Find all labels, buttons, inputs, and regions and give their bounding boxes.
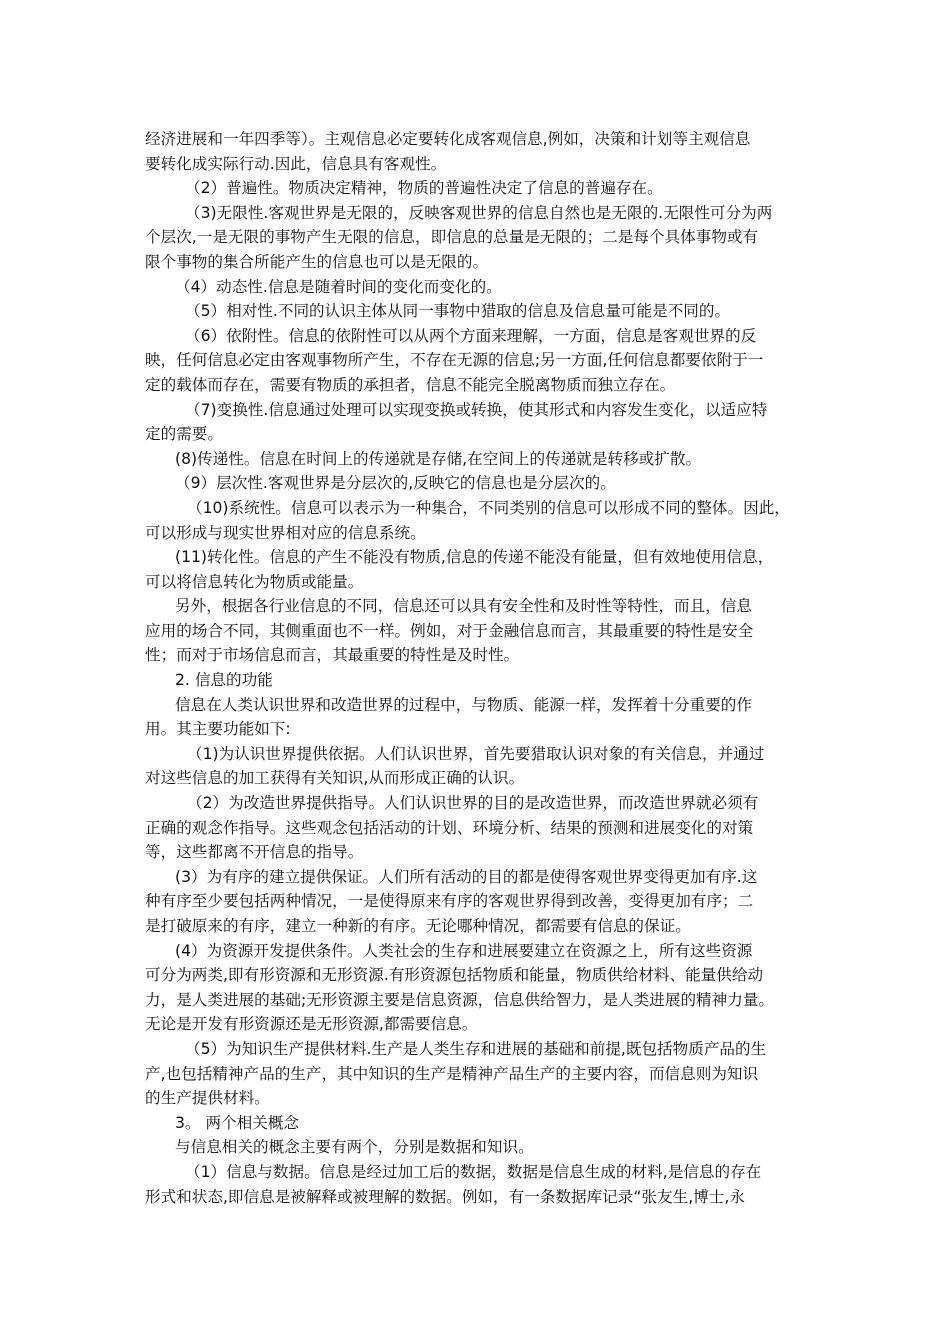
text-line: 个层次,一是无限的事物产生无限的信息，即信息的总量是无限的；二是每个具体事物或有 — [145, 228, 759, 247]
paragraph — [145, 865, 820, 939]
paragraph — [145, 324, 820, 398]
text-line: 应用的场合不同，其侧重面也不一样。例如，对于金融信息而言，其最重要的特性是安全 — [145, 621, 754, 640]
text-line: 用。其主要功能如下: — [145, 720, 291, 739]
text-line: 定的载体而存在，需要有物质的承担者，信息不能完全脱离物质而独立存在。 — [145, 375, 676, 394]
paragraph — [145, 127, 820, 176]
text-line: 力，是人类进展的基础;无形资源主要是信息资源，信息供给智力，是人类进展的精神力量。 — [145, 990, 775, 1009]
text-line: （2）为改造世界提供指导。人们认识世界的目的是改造世界，而改造世界就必须有 — [187, 794, 759, 813]
paragraph — [145, 1111, 820, 1136]
text-line: (3）为有序的建立提供保证。人们所有活动的目的都是使得客观世界变得更加有序.这 — [175, 867, 758, 886]
text-line: 可分为两类,即有形资源和无形资源.有形资源包括物质和能量，物质供给材料、能量供给动 — [145, 966, 764, 985]
text-line: 正确的观念作指导。这些观念包括活动的计划、环境分析、结果的预测和进展变化的对策 — [145, 818, 754, 837]
text-line: 可以将信息转化为物质或能量。 — [145, 572, 364, 591]
paragraph — [145, 471, 820, 496]
text-line: (8)传递性。信息在时间上的传递就是存储,在空间上的传递就是转移或扩散。 — [175, 449, 702, 468]
text-line: （4）动态性.信息是随着时间的变化而变化的。 — [175, 277, 502, 296]
text-line: 2. 信息的功能 — [175, 671, 273, 690]
text-line: （7)变换性.信息通过处理可以实现变换或转换，使其形式和内容发生变化，以适应特 — [185, 400, 768, 419]
text-line: 要转化成实际行动.因此，信息具有客观性。 — [145, 154, 447, 173]
paragraph — [145, 791, 820, 865]
paragraph — [145, 496, 820, 545]
paragraph — [145, 275, 820, 300]
paragraph — [145, 693, 820, 742]
text-line: 的生产提供材料。 — [145, 1089, 270, 1108]
text-line: （3)无限性.客观世界是无限的，反映客观世界的信息自然也是无限的.无限性可分为两 — [185, 203, 773, 222]
paragraph — [145, 201, 820, 275]
text-line: （5）为知识生产提供材料.生产是人类生存和进展的基础和前提,既包括物质产品的生 — [185, 1039, 767, 1058]
paragraph — [145, 1160, 820, 1209]
text-line: 映，任何信息必定由客观事物所产生，不存在无源的信息;另一方面,任何信息都要依附于一 — [145, 351, 764, 370]
text-line: 等，这些都离不开信息的指导。 — [145, 843, 364, 862]
text-line: 定的需要。 — [145, 425, 223, 444]
text-line: 种有序至少要包括两种情况，一是使得原来有序的客观世界得到改善，变得更加有序；二 — [145, 892, 754, 911]
text-line: 限个事物的集合所能产生的信息也可以是无限的。 — [145, 252, 489, 271]
text-line: 与信息相关的概念主要有两个，分别是数据和知识。 — [175, 1138, 534, 1157]
text-line: 形式和状态,即信息是被解释或被理解的数据。例如，有一条数据库记录“张友生,博士,永 — [145, 1187, 745, 1206]
text-line: （9）层次性.客观世界是分层次的,反映它的信息也是分层次的。 — [175, 474, 616, 493]
paragraph — [145, 176, 820, 201]
text-line: (11)转化性。信息的产生不能没有物质,信息的传递不能没有能量，但有效地使用信息， — [175, 548, 774, 567]
paragraph — [145, 668, 820, 693]
text-line: 经济进展和一年四季等）。主观信息必定要转化成客观信息,例如，决策和计划等主观信息 — [145, 130, 751, 148]
paragraph — [145, 545, 820, 594]
text-line: 3。 两个相关概念 — [175, 1113, 300, 1132]
paragraph — [145, 1135, 820, 1160]
text-line: （1)为认识世界提供依据。人们认识世界，首先要猎取认识对象的有关信息，并通过 — [187, 744, 765, 763]
text-line: 性；而对于市场信息而言，其最重要的特性是及时性。 — [145, 646, 520, 665]
paragraph — [145, 594, 820, 668]
text-line: （6）依附性。信息的依附性可以从两个方面来理解，一方面，信息是客观世界的反 — [185, 326, 757, 345]
text-line: 对这些信息的加工获得有关知识,从而形成正确的认识。 — [145, 769, 525, 788]
paragraph — [145, 447, 820, 472]
paragraph — [145, 939, 820, 1037]
text-line: （2）普遍性。物质决定精神，物质的普遍性决定了信息的普遍存在。 — [185, 179, 663, 198]
text-line: 可以形成与现实世界相对应的信息系统。 — [145, 523, 426, 542]
text-line: （5）相对性.不同的认识主体从同一事物中猎取的信息及信息量可能是不同的。 — [185, 302, 731, 321]
paragraph — [145, 398, 820, 447]
text-line: 另外，根据各行业信息的不同，信息还可以具有安全性和及时性等特性，而且，信息 — [175, 597, 752, 616]
paragraph — [145, 299, 820, 324]
text-line: （1）信息与数据。信息是经过加工后的数据，数据是信息生成的材料,是信息的存在 — [185, 1162, 762, 1181]
text-line: (4）为资源开发提供条件。人类社会的生存和进展要建立在资源之上，所有这些资源 — [175, 941, 753, 960]
text-line: 无论是开发有形资源还是无形资源,都需要信息。 — [145, 1015, 478, 1034]
text-line: （10)系统性。信息可以表示为一种集合，不同类别的信息可以形成不同的整体。因此， — [187, 498, 790, 517]
paragraph — [145, 742, 820, 791]
paragraph — [145, 1037, 820, 1111]
text-line: 是打破原来的有序，建立一种新的有序。无论哪种情况，都需要有信息的保证。 — [145, 917, 691, 935]
text-line: 产,也包括精神产品的生产，其中知识的生产是精神产品生产的主要内容，而信息则为知识 — [145, 1064, 759, 1083]
text-line: 信息在人类认识世界和改造世界的过程中，与物质、能源一样，发挥着十分重要的作 — [175, 695, 752, 714]
